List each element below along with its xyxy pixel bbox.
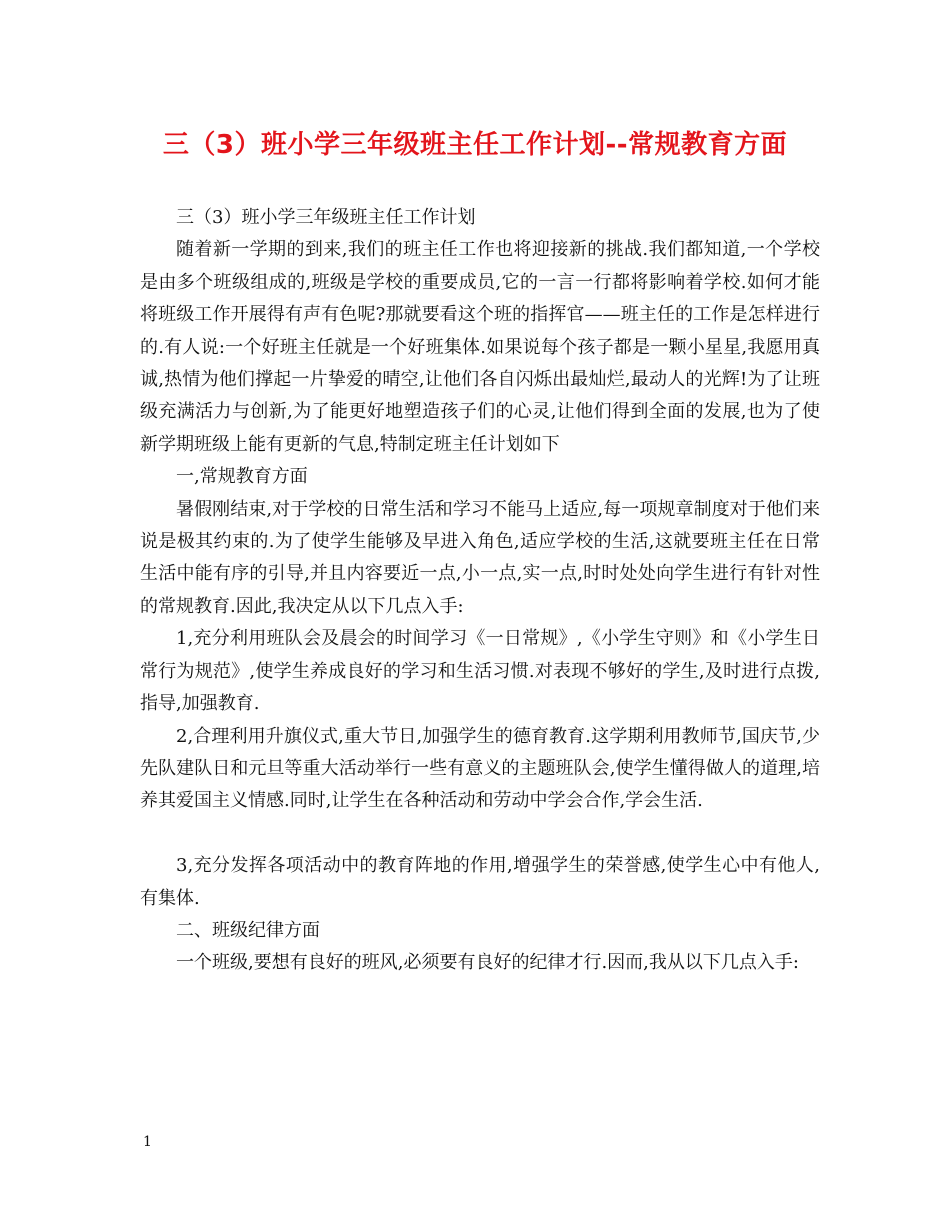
section-heading-routine-education: 一,常规教育方面 xyxy=(176,466,308,488)
list-item-3: 3,充分发挥各项活动中的教育阵地的作用,增强学生的荣誉感,使学生心中有他人,有集体. xyxy=(140,855,820,909)
section-heading-class-discipline: 二、班级纪律方面 xyxy=(176,919,320,941)
paragraph-class-discipline: 一个班级,要想有良好的班风,必须要有良好的纪律才行.因而,我从以下几点入手: xyxy=(176,952,799,974)
paragraph-subtitle: 三（3）班小学三年级班主任工作计划 xyxy=(176,207,476,228)
list-item-1: 1,充分利用班队会及晨会的时间学习《一日常规》,《小学生守则》和《小学生日常行为规范》,使学生养成良好的学习和生活习惯.对表现不够好的学生,及时进行点拨,指导,加强教育. xyxy=(140,628,820,715)
list-item-2: 2,合理利用升旗仪式,重大节日,加强学生的德育教育.这学期利用教师节,国庆节,少先队建队日和元旦等重大活动举行一些有意义的主题班队会,使学生懂得做人的道理,培养其爱国主义情感.同时,让学生在各种活动和劳动中学会合作,学会生活. xyxy=(140,725,820,812)
paragraph-routine-education: 暑假刚结束,对于学校的日常生活和学习不能马上适应,每一项规章制度对于他们来说是极其约束的.为了使学生能够及早进入角色,适应学校的生活,这就要班主任在日常生活中能有序的引导,并且内容要近一点,小一点,实一点,时时处处向学生进行有针对性的常规教育.因此,我决定从以下几点入手: xyxy=(140,498,820,617)
paragraph-intro: 随着新一学期的到来,我们的班主任工作也将迎接新的挑战.我们都知道,一个学校是由多个班级组成的,班级是学校的重要成员,它的一言一行都将影响着学校.如何才能将班级工作开展得有声有色呢?那就要看这个班的指挥官——班主任的工作是怎样进行的.有人说:一个好班主任就是一个好班集体.如果说每个孩子都是一颗小星星,我愿用真诚,热情为他们撑起一片挚爱的晴空,让他们各自闪烁出最灿烂,最动人的光辉!为了让班级充满活力与创新,为了能更好地塑造孩子们的心灵,让他们得到全面的发展,也为了使新学期班级上能有更新的气息,特制定班主任计划如下 xyxy=(140,239,820,455)
document-body xyxy=(140,202,820,980)
page-number: 1 xyxy=(143,1134,152,1150)
document-title: 三（3）班小学三年级班主任工作计划--常规教育方面 xyxy=(162,130,788,160)
